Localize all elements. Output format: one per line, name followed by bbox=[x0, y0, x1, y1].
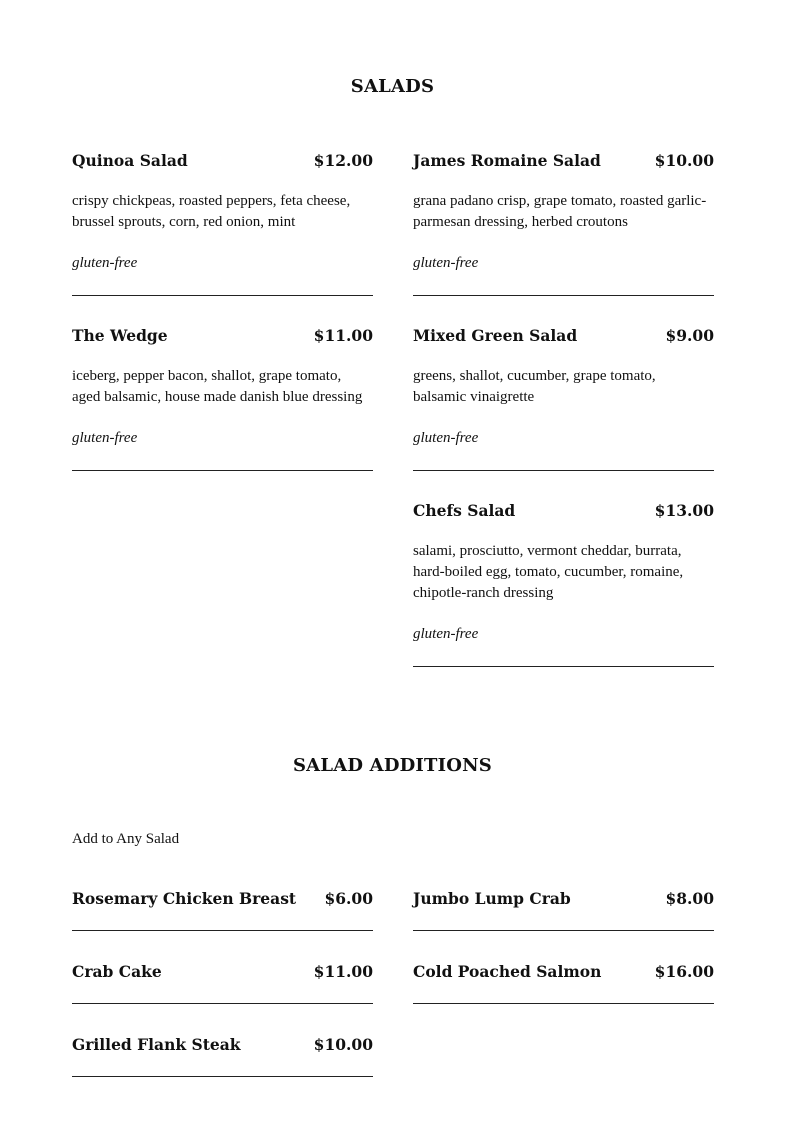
item-name: James Romaine Salad bbox=[413, 151, 601, 170]
item-price: $13.00 bbox=[654, 501, 714, 520]
menu-item bbox=[72, 151, 373, 296]
item-description: crispy chickpeas, roasted peppers, feta cheese, brussel sprouts, corn, red onion, mint bbox=[72, 193, 351, 230]
addition-item bbox=[72, 889, 373, 931]
menu-item bbox=[413, 501, 714, 667]
additions-right-column bbox=[413, 889, 714, 1004]
item-price: $9.00 bbox=[665, 326, 714, 345]
salad-additions-heading: SALAD ADDITIONS bbox=[292, 755, 492, 776]
addition-item bbox=[413, 962, 714, 1004]
item-name: The Wedge bbox=[72, 326, 168, 345]
item-description: greens, shallot, cucumber, grape tomato, balsamic vinaigrette bbox=[413, 368, 656, 405]
addition-item bbox=[413, 889, 714, 931]
item-price: $12.00 bbox=[313, 151, 373, 170]
item-price: $6.00 bbox=[324, 889, 373, 908]
item-name: Grilled Flank Steak bbox=[72, 1035, 241, 1054]
item-dietary-tag: gluten-free bbox=[413, 626, 479, 642]
item-name: Quinoa Salad bbox=[72, 151, 188, 170]
salads-right-column bbox=[413, 151, 714, 667]
item-name: Mixed Green Salad bbox=[413, 326, 578, 345]
menu-item bbox=[72, 326, 373, 471]
item-name: Chefs Salad bbox=[413, 501, 516, 520]
item-name: Jumbo Lump Crab bbox=[413, 889, 571, 908]
item-description: grana padano crisp, grape tomato, roasted garlic-parmesan dressing, herbed croutons bbox=[413, 193, 707, 230]
item-name: Crab Cake bbox=[72, 962, 162, 981]
item-dietary-tag: gluten-free bbox=[72, 430, 138, 446]
salads-left-column bbox=[72, 151, 373, 471]
item-description: salami, prosciutto, vermont cheddar, burrata, hard-boiled egg, tomato, cucumber, romaine, chipotle-ranch dressing bbox=[413, 543, 684, 601]
item-price: $10.00 bbox=[654, 151, 714, 170]
item-dietary-tag: gluten-free bbox=[413, 430, 479, 446]
salads-heading: SALADS bbox=[350, 76, 435, 97]
menu-item bbox=[413, 151, 714, 296]
item-price: $11.00 bbox=[313, 326, 373, 345]
item-price: $10.00 bbox=[313, 1035, 373, 1054]
additions-note: Add to Any Salad bbox=[72, 831, 180, 847]
item-name: Cold Poached Salmon bbox=[413, 962, 602, 981]
item-price: $11.00 bbox=[313, 962, 373, 981]
item-name: Rosemary Chicken Breast bbox=[72, 889, 297, 908]
item-price: $8.00 bbox=[665, 889, 714, 908]
addition-item bbox=[72, 1035, 373, 1077]
item-description: iceberg, pepper bacon, shallot, grape tomato, aged balsamic, house made danish blue dressing bbox=[72, 368, 363, 405]
additions-left-column bbox=[72, 889, 373, 1077]
item-dietary-tag: gluten-free bbox=[413, 255, 479, 271]
menu-item bbox=[413, 326, 714, 471]
item-dietary-tag: gluten-free bbox=[72, 255, 138, 271]
addition-item bbox=[72, 962, 373, 1004]
item-price: $16.00 bbox=[654, 962, 714, 981]
